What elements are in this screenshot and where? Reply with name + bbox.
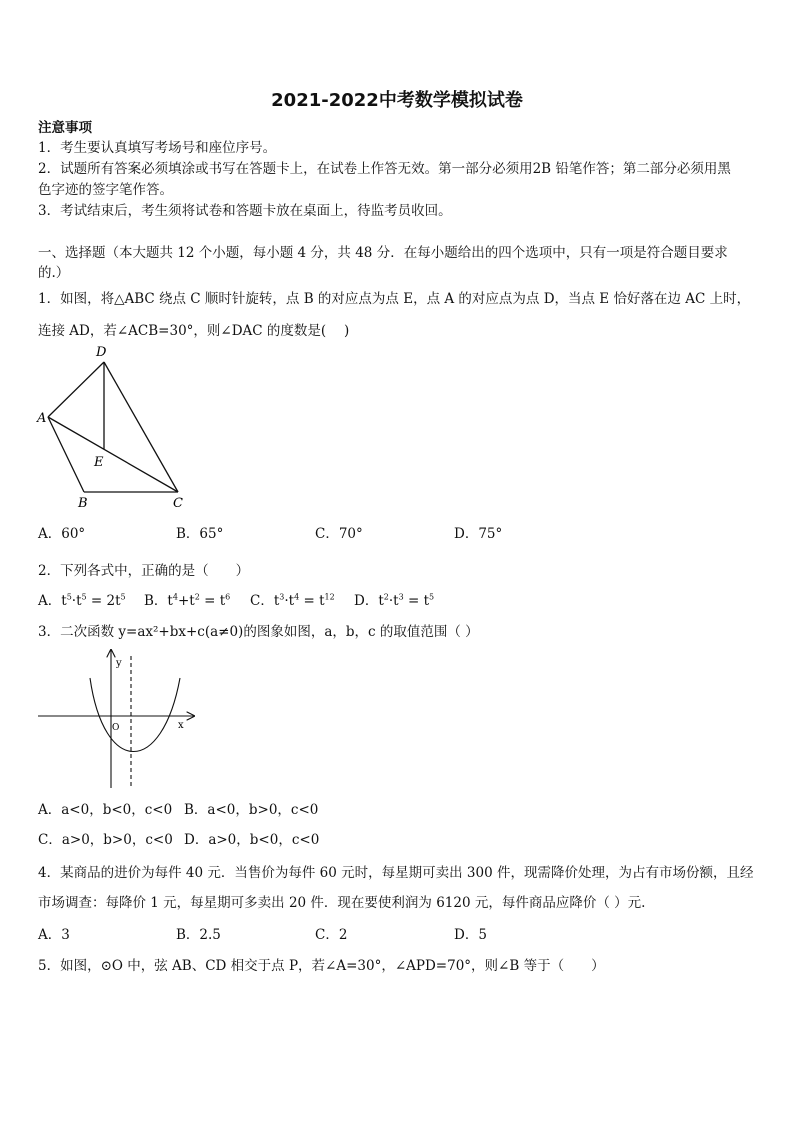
- parabola-curve: [90, 678, 180, 752]
- notice-item-1: 1．考生要认真填写考场号和座位序号。: [38, 140, 277, 156]
- question-2-option-b[interactable]: [144, 591, 230, 611]
- exponent: 4: [172, 592, 178, 602]
- term: t: [167, 593, 173, 609]
- exponent: 5: [66, 592, 72, 602]
- question-4-option-b[interactable]: B．2.5: [176, 927, 221, 943]
- question-3-option-d[interactable]: D．a>0，b<0，c<0: [184, 832, 320, 848]
- axis-label-origin: O: [112, 723, 120, 733]
- question-2-options: [38, 591, 758, 611]
- question-2-option-a[interactable]: [38, 591, 126, 611]
- section-1-heading-cont: 的.）: [38, 265, 70, 281]
- exponent: 5: [120, 592, 126, 602]
- exponent: 2: [194, 592, 200, 602]
- term: = t: [403, 593, 429, 609]
- question-2-option-c[interactable]: [250, 591, 335, 611]
- question-4-stem: 4．某商品的进价为每件 40 元．当售价为每件 60 元时，每星期可卖出 300 件，现需降价处理，为占有市场份额，且经: [38, 865, 754, 881]
- label-D: D: [96, 345, 107, 360]
- question-3-figure: [34, 646, 204, 792]
- question-2-stem: 2．下列各式中，正确的是（ ）: [38, 563, 250, 579]
- exponent: 2: [383, 592, 389, 602]
- exponent: 5: [81, 592, 87, 602]
- axis-label-y: y: [116, 658, 122, 669]
- question-3-options-row2: [38, 830, 758, 850]
- question-4-option-a[interactable]: A．3: [38, 927, 70, 943]
- term: = t: [199, 593, 226, 609]
- question-5-stem: 5．如图，⊙O 中，弦 AB、CD 相交于点 P，若∠A=30°，∠APD=70°，则∠B 等于（ ）: [38, 958, 605, 974]
- notice-heading: 注意事项: [38, 120, 92, 136]
- notice-item-2-cont: 色字迹的签字笔作答。: [38, 182, 173, 198]
- question-4-option-c[interactable]: C．2: [315, 927, 348, 943]
- term: ·t: [284, 593, 295, 609]
- option-letter: D．: [354, 593, 379, 609]
- section-1-heading: 一、选择题（本大题共 12 个小题，每小题 4 分，共 48 分．在每小题给出的四个选项中，只有一项是符合题目要求: [38, 245, 728, 261]
- term: +t: [177, 593, 195, 609]
- term: t: [378, 593, 384, 609]
- question-3-stem: 3．二次函数 y=ax²+bx+c(a≠0)的图象如图，a，b，c 的取值范围（ ）: [38, 624, 479, 640]
- term: ·t: [71, 593, 82, 609]
- term: = 2t: [86, 593, 121, 609]
- term: t: [273, 593, 280, 609]
- question-3-option-a[interactable]: A．a<0，b<0，c<0: [38, 802, 173, 818]
- label-E: E: [94, 455, 104, 470]
- question-1-option-c[interactable]: C．70°: [315, 526, 363, 542]
- question-4-options: [38, 925, 758, 945]
- question-3-option-c[interactable]: C．a>0，b>0，c<0: [38, 832, 173, 848]
- option-letter: C．: [250, 593, 274, 609]
- question-1-option-a[interactable]: A．60°: [38, 526, 86, 542]
- question-1-option-d[interactable]: D．75°: [454, 526, 503, 542]
- label-A: A: [37, 411, 47, 426]
- question-1-figure: [34, 342, 194, 512]
- exponent: 3: [279, 592, 285, 602]
- term: ·t: [388, 593, 399, 609]
- term: = t: [299, 593, 325, 609]
- question-1-options: [38, 524, 758, 544]
- question-1-stem-cont: 连接 AD，若∠ACB=30°，则∠DAC 的度数是( ): [38, 323, 350, 339]
- notice-item-3: 3．考试结束后，考生须将试卷和答题卡放在桌面上，待监考员收回。: [38, 203, 452, 219]
- question-4-stem-cont: 市场调查：每降价 1 元，每星期可多卖出 20 件．现在要使利润为 6120 元，每件商品应降价（ ）元.: [38, 895, 646, 911]
- question-3-option-b[interactable]: B．a<0，b>0，c<0: [184, 802, 319, 818]
- question-4-option-d[interactable]: D．5: [454, 927, 487, 943]
- question-1-option-b[interactable]: B．65°: [176, 526, 224, 542]
- exponent: 5: [429, 592, 435, 602]
- label-C: C: [173, 496, 183, 511]
- question-1-stem: 1．如图，将△ABC 绕点 C 顺时针旋转，点 B 的对应点为点 E，点 A 的对应点为点 D，当点 E 恰好落在边 AC 上时，: [38, 291, 751, 307]
- exponent: 12: [324, 592, 335, 602]
- exponent: 3: [398, 592, 404, 602]
- question-3-options-row1: [38, 800, 758, 820]
- question-2-option-d[interactable]: [354, 591, 434, 611]
- notice-item-2: 2．试题所有答案必须填涂或书写在答题卡上，在试卷上作答无效。第一部分必须用2B 铅笔作答；第二部分必须用黑: [38, 161, 731, 177]
- option-letter: A．: [38, 593, 62, 609]
- term: t: [61, 593, 67, 609]
- exponent: 4: [294, 592, 300, 602]
- axis-label-x: x: [178, 720, 184, 731]
- exam-title: 2021-2022中考数学模拟试卷: [271, 90, 523, 111]
- option-letter: B．: [144, 593, 168, 609]
- label-B: B: [78, 496, 88, 511]
- exponent: 6: [225, 592, 231, 602]
